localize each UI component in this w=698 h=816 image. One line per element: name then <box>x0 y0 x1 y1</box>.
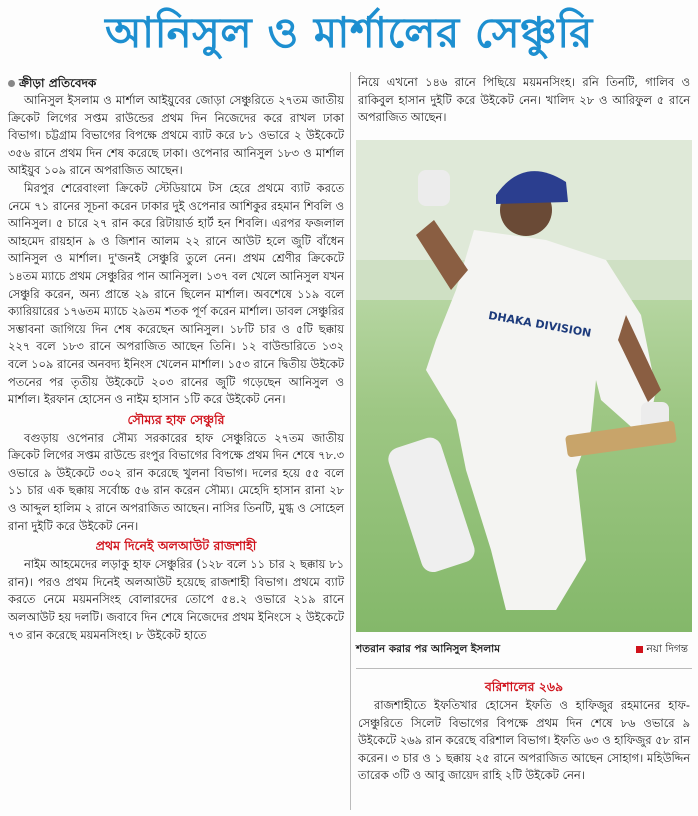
byline <box>8 74 344 92</box>
paragraph: রাজশাহীতে ইফতিখার হোসেন ইফতি ও হাফিজুর রহমানের হাফ-সেঞ্চুরিতে সিলেট বিভাগের বিপক্ষে প্রথম দিন শেষে ৮৬ ওভারে ৯ উইকেটে ২৬৯ রান করেছে বরিশাল বিভাগ। ইফতি ৬৩ ও হাফিজুর ৫৮ রান করেন। ৩ চার ও ১ ছক্কায় ২৫ রানে অপরাজিত আছেন সোহাগ। মহিউদ্দিন তারেক ৩টি ও আবু জায়েদ রাহি ২টি উইকেট নেন। <box>358 698 690 783</box>
paragraph: নাইম আহমেদের লড়াকু হাফ সেঞ্চুরির (১২৮ বলে ১১ চার ২ ছক্কায় ৮১ রান)। পরও প্রথম দিনেই অলআউট হয়েছে রাজশাহী বিভাগ। প্রথমে ব্যাট করতে নেমে ময়মনসিংহ বোলারদের তোপে ৫৪.২ ওভারে ২১৯ রানে অলআউট হয় দলটি। জবাবে দিন শেষে নিজেদের প্রথম ইনিংসে ২ উইকেটে ৭৩ রান করেছে ময়মনসিংহ। ৮ উইকেট হাতে <box>8 557 344 642</box>
left-column <box>8 74 344 644</box>
bullet-icon <box>8 80 15 87</box>
photo-caption-bar <box>356 638 692 660</box>
column-divider <box>350 72 351 810</box>
credit-mark-icon <box>636 646 643 653</box>
section-divider <box>356 668 692 669</box>
paragraph: বগুড়ায় ওপেনার সৌম্য সরকারের হাফ সেঞ্চুরিতে ২৭তম জাতীয় ক্রিকেট লিগের সপ্তম রাউন্ডে রংপুর বিভাগের বিপক্ষে প্রথম দিন শেষে ৭৮.৩ ওভারে ৯ উইকেটে ৩০২ রান করেছে খুলনা বিভাগ। দলের হয়ে ৫৫ বলে ১১ চার এক ছক্কায় সর্বোচ্চ ৫৬ রান করেন সৌম্য। মেহেদি হাসান রানা ২৮ ও আব্দুল হালিম ২ রানে অপরাজিত আছেন। নাসির তিনটি, মুগ্ধ ও সোহেল রানা দুইটি করে উইকেট নেন। <box>8 430 344 533</box>
right-column-top <box>358 74 690 127</box>
subhead-rajshahi: প্রথম দিনেই অলআউট রাজশাহী <box>95 538 257 554</box>
right-column-bottom <box>358 676 690 785</box>
headline: আনিসুল ও মার্শালের সেঞ্চুরি <box>105 8 593 57</box>
paragraph: নিয়ে এখনো ১৪৬ রানে পিছিয়ে ময়মনসিংহ। রনি তিনটি, গালিব ও রাকিবুল হাসান দুইটি করে উইকেট নেন। খালিদ ২৮ ও আরিফুল ৫ রানে অপরাজিত আছেন। <box>358 75 690 125</box>
cricketer-photo <box>356 140 692 632</box>
byline-text: ক্রীড়া প্রতিবেদক <box>19 76 97 90</box>
subhead-barishal: বরিশালের ২৬৯ <box>484 679 564 694</box>
cricketer-illustration <box>356 140 692 632</box>
jersey-text: DHAKA DIVISION <box>487 308 593 340</box>
photo-credit-text: নয়া দিগন্ত <box>646 643 688 655</box>
photo-caption: শতরান করার পর আনিসুল ইসলাম <box>356 643 501 655</box>
photo-credit <box>636 638 688 660</box>
paragraph: আনিসুল ইসলাম ও মার্শাল আইয়ুবের জোড়া সেঞ্চুরিতে ২৭তম জাতীয় ক্রিকেট লিগের সপ্তম রাউন্ডের প্রথম দিন নিজেদের করে রাখল ঢাকা বিভাগ। চট্টগ্রাম বিভাগের বিপক্ষে প্রথমে ব্যাট করে ৮১ ওভারে ২ উইকেটে ৩৫৬ রানে প্রথম দিন শেষ করেছে ঢাকা। ওপেনার আনিসুল ১৮৩ ও মার্শাল আইয়ুব ১০৯ রানে অপরাজিত আছেন। <box>8 93 344 178</box>
paragraph: মিরপুর শেরেবাংলা ক্রিকেট স্টেডিয়ামে টস হেরে প্রথমে ব্যাট করতে নেমে ৭১ রানের সূচনা করেন ঢাকার দুই ওপেনার আশিকুর রহমান শিবলি ও আনিসুল। ৫ চারে ২৭ রান করে রিটায়ার্ড হার্ট হন শিবলি। এরপর ফজলাল আহমেদ রায়হান ৯ ও জিশান আলম ২২ রানে আউট হলে জুটি বাঁধেন আনিসুল ও মার্শাল। দু'জনই সেঞ্চুরি তুলে নেন। প্রথম শ্রেণীর ক্রিকেটে ১৪তম ম্যাচে প্রথম সেঞ্চুরির পান আনিসুল। ১৩৭ বল খেলে আনিসুল যখন সেঞ্চুরি করেন, অন্য প্রান্তে ২৯ রানে ছিলেন মার্শাল। অবশেষে ১১৯ বলে ক্যারিয়ারের ১৭৬তম ম্যাচে ২৯তম শতক পূর্ণ করেন মার্শাল। ডাবল সেঞ্চুরির সম্ভাবনা জাগিয়ে দিন শেষ করেছেন আনিসুল। ১৮টি চার ও ৫টি ছক্কায় ২২৭ বলে ১৮৩ রানে অপরাজিত আছেন তিনি। ১২ বাউন্ডারিতে ১৩২ বলে ১০৯ রানের অনবদ্য ইনিংস খেলেন মার্শাল। ১৫৩ রানে দ্বিতীয় উইকেট পতনের পর তৃতীয় উইকেটে ২০৩ রানের জুটি গড়েছেন আনিসুল ও মার্শাল। ইরফান হোসেন ও নাইম হাসান ১টি করে উইকেট নেন। <box>8 180 344 407</box>
subhead-soumya: সৌম্যর হাফ সেঞ্চুরি <box>127 411 225 427</box>
